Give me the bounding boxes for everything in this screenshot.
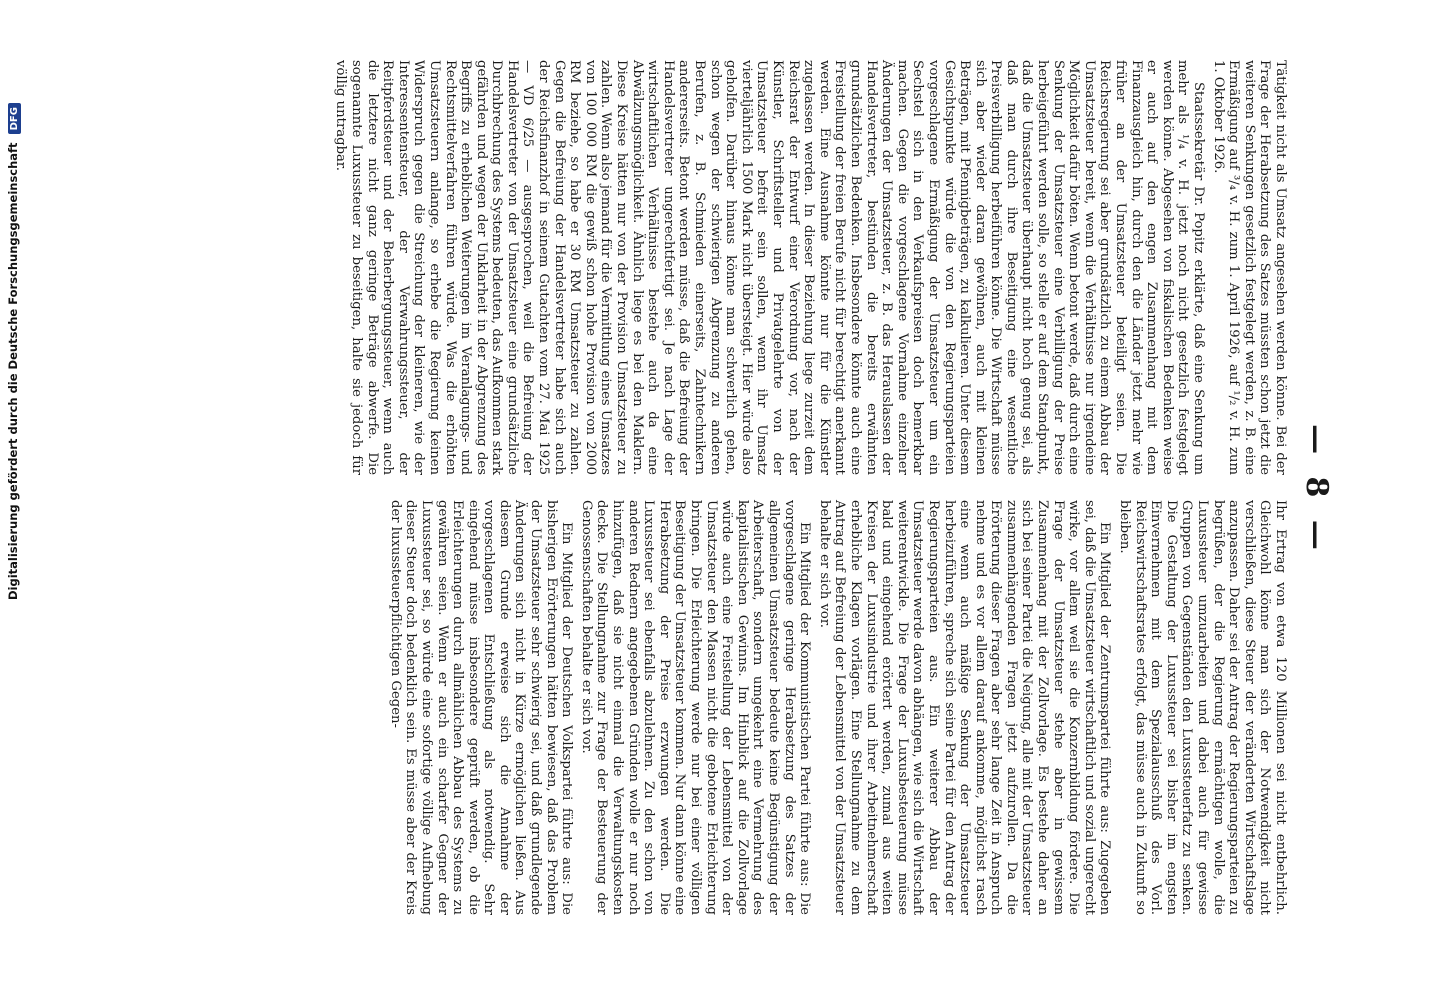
credit-text: Digitalisierung gefördert durch die Deutsche Forschungsgemeinschaft [6,142,20,600]
right-column [383,500,1288,915]
paragraph: Tätigkeit nicht als Umsatz angesehen werden könne. Bei der Frage der Herabsetzung des Satzes müssten schon jetzt die weiteren Senkungen gesetzlich festgelegt werden, z. B. eine Ermäßigung auf ³/₄ v. H. zum 1. April 1926, auf ¹/₂ v. H. zum 1. Oktober 1926. [1210,60,1288,475]
paragraph: Ein Mitglied der Deutschen Volkspartei führte aus: Die bisherigen Erörterungen hätten bewiesen, daß das Problem der Umsatzsteuer sehr schwierig sei, und daß grundlegende Änderungen sich nicht in Kürze ermöglichen ließen. Aus diesem Grunde erweise sich die Annahme der vorgeschlagenen Entschließung als notwendig. Sehr eingehend müsse insbesondere geprüft werden, ob die Erleichterungen durch allmählichen Abbau des Systems zu gewähren seien. Wenn er auch ein scharfer Gegner der Luxussteuer sei, so würde eine sofortige völlige Aufhebung dieser Steuer doch bedenklich sein. Es müsse aber der Kreis der luxussteuerpflichtigen Gegen- [387,500,575,915]
page-number: — 8 — [1299,424,1334,556]
dfg-logo-icon: DFG [8,103,21,134]
left-column [329,60,1288,475]
digitization-credit [6,103,21,600]
paragraph: Ein Mitglied der Zentrumspartei führte aus: Zugegeben sei, daß die Umsatzsteuer wirtschaftlich und sozial ungerecht wirke, vor allem weil sie die Konzernbildung fördere. Die Frage der Umsatzsteuer stehe aber in gewissem Zusammenhang mit der Zollvorlage. Es bestehe daher an sich bei seiner Partei die Neigung, alle mit der Umsatzsteuer zusammenhängenden Fragen jetzt aufzurollen. Da die Erörterung dieser Fragen aber sehr lange Zeit in Anspruch nehme und es vor allem darauf ankomme, möglichst rasch eine wenn auch mäßige Senkung der Umsatzsteuer herbeizuführen, spreche sich seine Partei für den Antrag der Regierungsparteien aus. Ein weiterer Abbau der Umsatzsteuer werde davon abhängen, wie sich die Wirtschaft weiterentwickle. Die Frage der Luxusbesteuerung müsse bald und eingehend erörtert werden, zumal aus weiten Kreisen der Luxusindustrie und ihrer Arbeitnehmerschaft erhebliche Klagen vorlägen. Eine Stellungnahme zu dem Antrag auf Befreiung der Lebensmittel von der Umsatzsteuer behalte er sich vor. [816,500,1113,915]
paragraph: Ihr Ertrag von etwa 120 Millionen sei nicht entbehrlich. Gleichwohl könne man sich der Notwendigkeit nicht verschließen, diese Steuer der veränderten Wirtschaftslage anzupassen. Daher sei der Antrag der Regierungsparteien zu begrüßen, der die Regierung ermächtigen wolle, die Luxussteuer umzuarbeiten und dabei auch für gewisse Gruppen von Gegenständen den Luxussteuerfatz zu senken. Die Gestaltung der Luxussteuer sei bisher im engsten Einvernehmen mit dem Spezialausschuß des Vorl. Reichswirtschaftsrates erfolgt, das müsse auch in Zukunft so bleiben. [1117,500,1288,915]
rotated-page-content [114,60,1334,920]
paragraph: Ein Mitglied der Kommunistischen Partei führte aus: Die vorgeschlagene geringe Herabsetzung des Satzes der allgemeinen Umsatzsteuer bedeute keine Begünstigung der Arbeiterschaft, sondern umgekehrt eine Vermehrung des kapitalistischen Gewinns. Im Hinblick auf die Zollvorlage würde auch eine Freistellung der Lebensmittel von der Umsatzsteuer den Massen nicht die gebotene Erleichterung bringen. Die Erleichterung werde nur bei einer völligen Beseitigung der Umsatzsteuer kommen. Nur dann könne eine Herabsetzung der Preise erzwungen werden. Die Luxussteuer sei ebenfalls abzulehnen. Zu den schon von anderen Rednern angegebenen Gründen wolle er nur noch hinzufügen, daß sie nicht einmal die Verwaltungskosten decke. Die Stellungnahme zur Frage der Besteuerung der Genossenschaften behalte er sich vor. [578,500,813,915]
paragraph: Staatssekretär Dr. Popitz erklärte, daß eine Senkung um mehr als ¹/₄ v. H. jetzt noch nicht gesetzlich festgelegt werden könne. Abgesehen von fiskalischen Bedenken weise er auch auf den engen Zusammenhang mit dem Finanzausgleich hin, durch den die Länder jetzt mehr wie früher an der Umsatzsteuer beteiligt seien. Die Reichsregierung sei aber grundsätzlich zu einem Abbau der Umsatzsteuer bereit, wenn die Verhältnisse nur irgendeine Möglichkeit dafür böten. Wenn betont werde, daß durch eine Senkung der Umsatzsteuer eine Verbilligung der Preise herbeigeführt werden solle, so stelle er auf dem Standpunkt, daß die Umsatzsteuer überhaupt nicht hoch genug sei, als daß man durch ihre Beseitigung eine wesentliche Preisverbilligung herbeiführen könne. Die Wirtschaft müsse sich aber wieder daran gewöhnen, auch mit kleinen Beträgen, mit Pfennigbeträgen, zu kalkulieren. Unter diesem Gesichtspunkte würde die von den Regierungsparteien vorgeschlagene Ermäßigung der Umsatzsteuer um ein Sechstel sich in den Verkaufspreisen doch bemerkbar machen. Gegen die vorgeschlagene Vornahme einzelner Änderungen der Umsatzsteuer, z. B. das Herauslassen der Handelsvertreter, bestünden die bereits erwähnten grundsätzlichen Bedenken. Insbesondere könnte auch eine Freistellung der freien Berufe nicht für berechtigt anerkannt werden. Eine Ausnahme könnte nur für die Künstler zugelassen werden. In dieser Beziehung liege zurzeit dem Reichsrat der Entwurf einer Verordnung vor, nach der Künstler, Schriftsteller und Privatgelehrte von der Umsatzsteuer befreit sein sollen, wenn ihr Umsatz vierteljährlich 1500 Mark nicht übersteigt. Hier würde also geholfen. Darüber hinaus könne man schwerlich gehen, schon wegen der schwierigen Abgrenzung zu anderen Berufen, z. B. Schmieden einerseits, Zahntechnikern andererseits. Betont werden müsse, daß die Befreiung der Handelsvertreter ungerechtfertigt sei. Je nach Lage der wirtschaftlichen Verhältnisse bestehe auch da eine Abwälzungsmöglichkeit. Ähnlich liege es bei den Maklern. Diese Kreise hätten nur von der Provision Umsatzsteuer zu zahlen. Wenn also jemand für die Vermittlung eines Umsatzes von 100 000 RM die gewiß schon hohe Provision von 2000 RM beziehe, so habe er 30 RM Umsatzsteuer zu zahlen. Gegen die Befreiung der Handelsvertreter habe sich auch der Reichsfinanzhof in seinem Gutachten vom 27. Mai 1925 — VD 6/25 — ausgesprochen, weil die Befreiung der Handelsvertreter von der Umsatzsteuer eine grundsätzliche Durchbrechung des Systems bedeuten, das Aufkommen stark gefährden und wegen der Unklarheit in der Abgrenzung des Begriffs zu erheblichen Weiterungen im Veranlagungs- und Rechtsmittelverfahren führen würde. Was die erhöhten Umsatzsteuern anlange, so erhebe die Regierung keinen Widerspruch gegen die Streichung der kleineren, wie der Interessentensteuer, der Verwahrungssteuer, der Reitpferdsteuer und der Beherbergungssteuer, wenn auch die letztere nicht ganz geringe Beträge abwerfe. Die sogenannte Luxussteuer zu beseitigen, halte sie jedoch für völlig untragbar. [333,60,1207,475]
